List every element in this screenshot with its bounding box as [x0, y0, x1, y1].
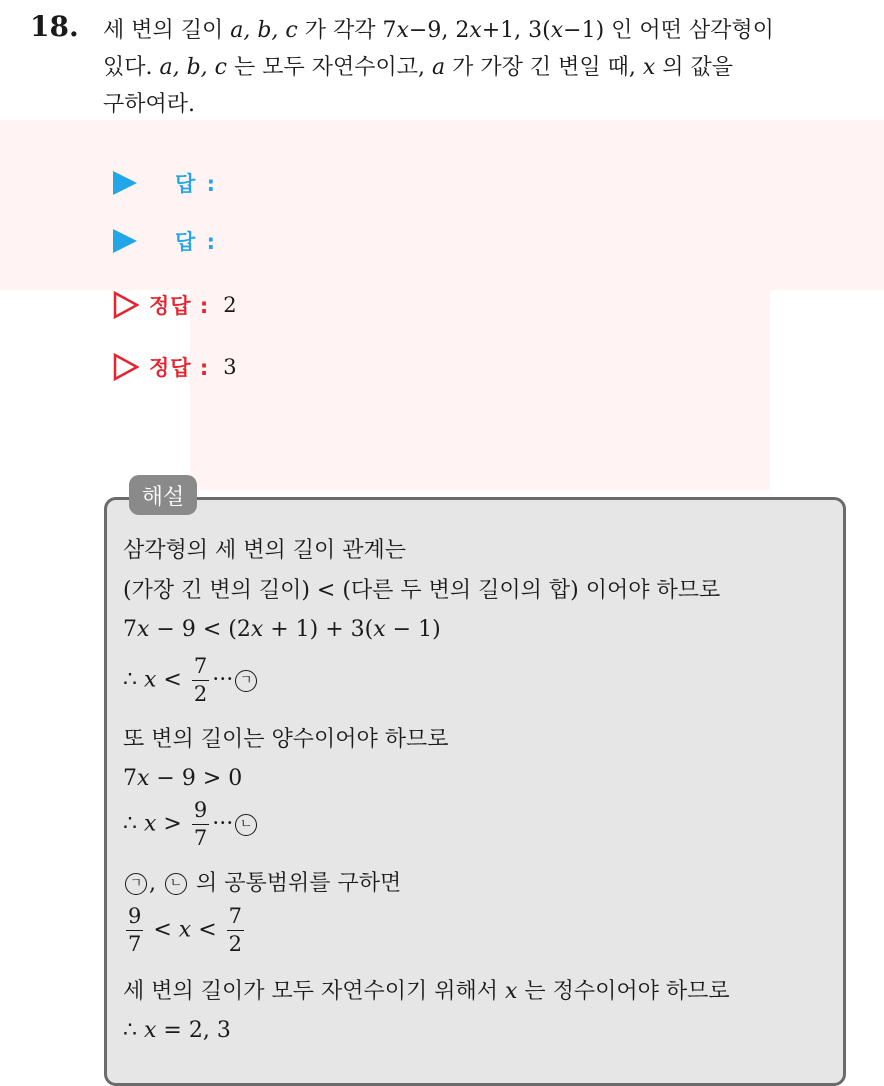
circled-mark: ㄴ [235, 814, 257, 836]
explanation-line: 삼각형의 세 변의 길이 관계는 [123, 538, 406, 563]
answer-label: 답 : [175, 230, 217, 254]
play-arrow-icon [113, 171, 137, 195]
bg-tint [0, 120, 884, 290]
outline-arrow-icon [113, 353, 139, 381]
explanation-line: 7x − 9 < (2x + 1) + 3(x − 1) [123, 617, 441, 642]
answer-field-2[interactable] [113, 224, 217, 258]
correct-answer-label: 정답 : [149, 294, 210, 318]
correct-answer-value: 2 [223, 293, 237, 317]
circled-mark: ㄱ [235, 670, 257, 692]
correct-answer-value: 3 [223, 355, 237, 379]
explanation-line: ∴ x > $\frac{9}{7}$ ··· ㄴ [123, 800, 259, 849]
fraction: $\frac{7}{2}$ [193, 654, 208, 706]
answer-label: 답 : [175, 172, 217, 196]
explanation-line: $\frac{9}{7}$ < x < $\frac{7}{2}$ [128, 904, 243, 956]
fraction: $\frac{9}{7}$ [193, 798, 208, 850]
circled-mark: ㄱ [125, 873, 147, 895]
explanation-line: 세 변의 길이가 모두 자연수이기 위해서 x 는 정수이어야 하므로 [123, 979, 730, 1004]
explanation-line: 7x − 9 > 0 [123, 766, 243, 791]
explanation-tab: 해설 [129, 475, 197, 515]
question-text: 세 변의 길이 a, b, c 가 각각 7x−9, 2x+1, 3(x−1) 인 어떤 삼각형이 있다. a, b, c 는 모두 자연수이고, a 가 가장 긴 변일 때, x 의 값을 구하여라. [103, 18, 774, 117]
play-arrow-icon [113, 229, 137, 253]
fraction: $\frac{7}{2}$ [228, 904, 243, 956]
fraction: $\frac{9}{7}$ [128, 904, 142, 956]
outline-arrow-icon [113, 291, 139, 319]
explanation-line: (가장 긴 변의 길이) < (다른 두 변의 길이의 합) 이어야 하므로 [123, 578, 721, 603]
correct-answer-2 [113, 350, 237, 384]
explanation-line: ∴ x < $\frac{7}{2}$ ··· ㄱ [123, 656, 259, 705]
correct-answer-label: 정답 : [149, 356, 210, 380]
explanation-line: ∴ x = 2, 3 [123, 1018, 231, 1043]
circled-mark: ㄴ [165, 873, 187, 895]
correct-answer-1 [113, 288, 237, 322]
question-number: 18. [30, 10, 79, 43]
explanation-line: ㄱ , ㄴ 의 공통범위를 구하면 [123, 869, 401, 899]
bg-tint [190, 290, 770, 490]
explanation-line: 또 변의 길이는 양수이어야 하므로 [123, 727, 449, 752]
answer-field-1[interactable] [113, 166, 217, 200]
